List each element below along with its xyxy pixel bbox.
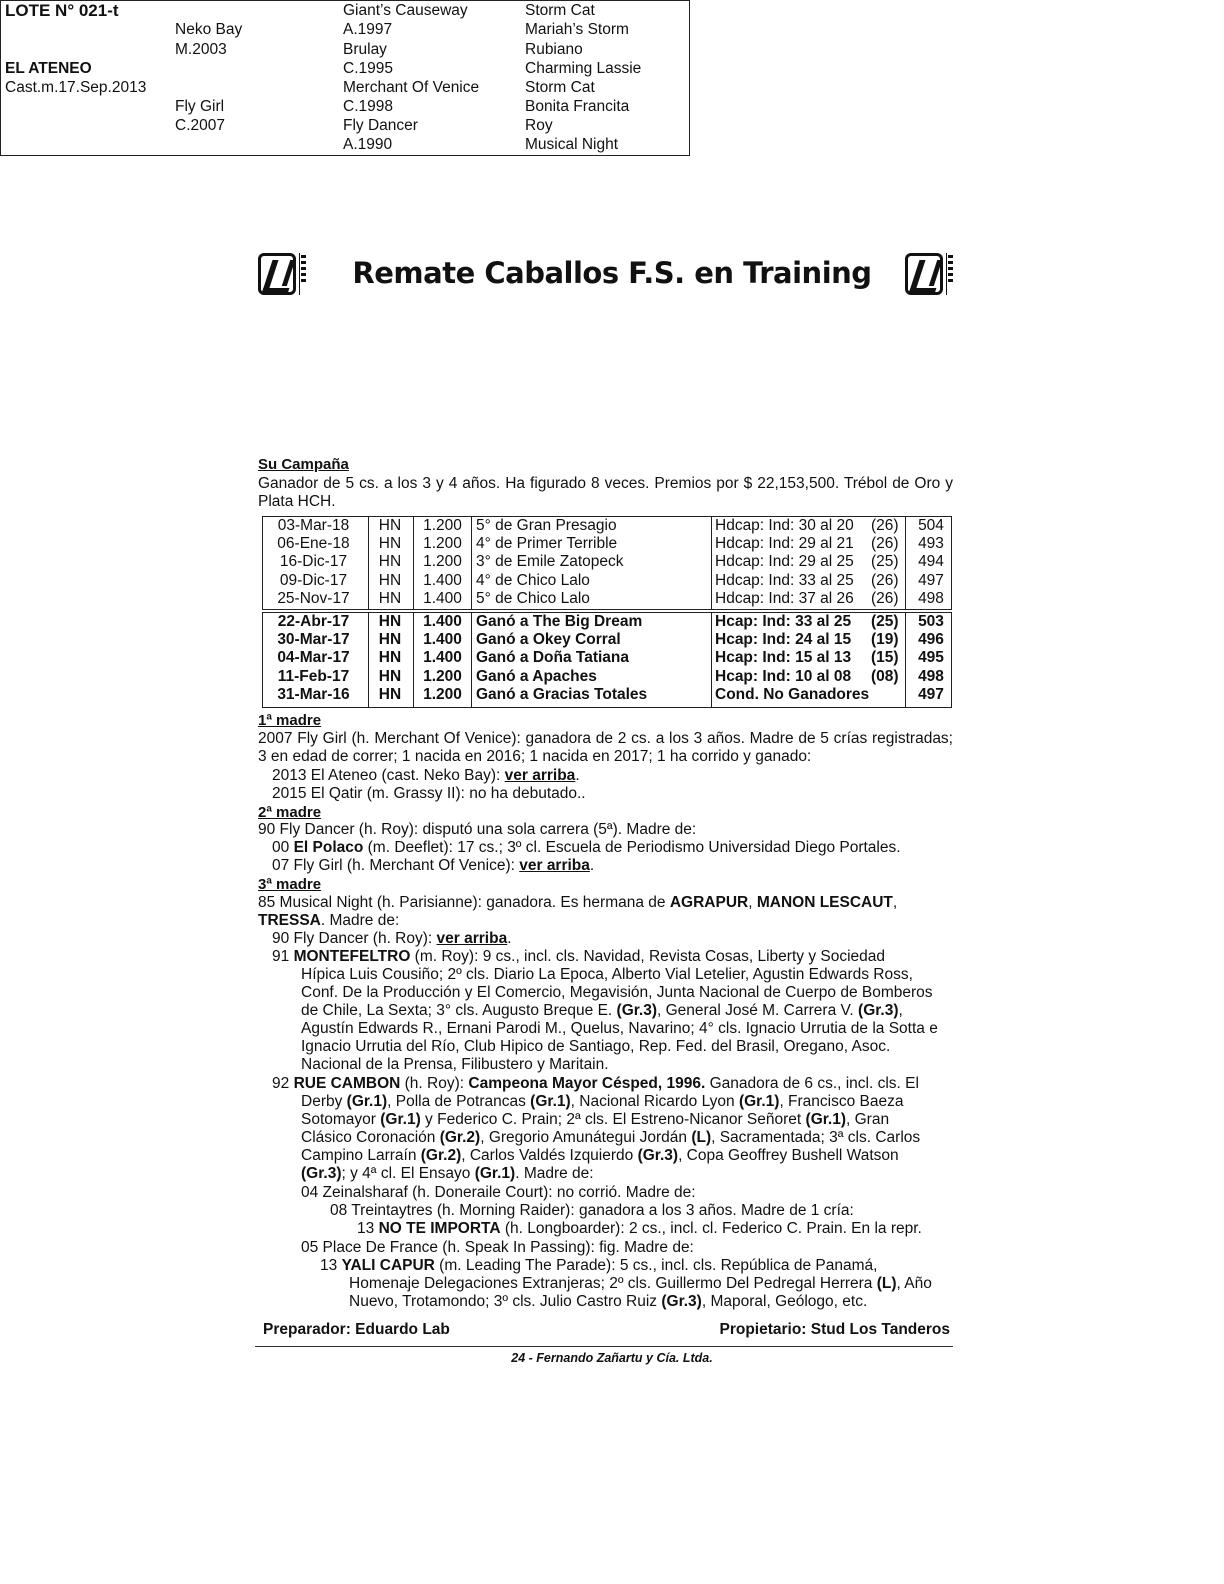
rue-cambon-detail: (Gr.3); y 4ª cl. El Ensayo (Gr.1). Madre de: [301, 1165, 594, 1182]
sire-name: Neko Bay [175, 21, 243, 38]
montefeltro-detail: Agustín Edwards R., Ernani Parodi M., Quelus, Navarino; 4° cls. Ignacio Urrutia de la Sotta e [301, 1020, 938, 1037]
race-condition: Hcap: Ind: 33 al 25 [715, 613, 852, 630]
dam2-heading: 2ª madre [258, 804, 322, 821]
page-footer: 24 - Fernando Zañartu y Cía. Ltda. [511, 1351, 713, 1365]
race-date: 11-Feb-17 [277, 667, 350, 685]
race-row [263, 668, 951, 686]
race-distance: 1.200 [423, 667, 462, 685]
race-track: HN [378, 535, 402, 553]
race-row [263, 553, 951, 571]
gsire-line: A.1997 [343, 21, 393, 38]
horse-name: EL ATENEO [5, 60, 92, 77]
race-result: 4° de Primer Terrible [476, 535, 618, 553]
race-weight: 495 [918, 649, 944, 667]
race-field: (19) [871, 631, 899, 649]
race-distance: 1.400 [423, 589, 462, 607]
race-weight: 497 [918, 571, 944, 589]
race-track: HN [378, 589, 402, 607]
place-de-france-line: 05 Place De France (h. Speak In Passing): fig. Madre de: [301, 1239, 694, 1256]
preparador: Preparador: Eduardo Lab [263, 1321, 450, 1338]
race-condition: Hdcap: Ind: 29 al 21 [715, 535, 854, 553]
rue-cambon-detail: Derby (Gr.1), Polla de Potrancas (Gr.1), Nacional Ricardo Lyon (Gr.1), Francisco Baeza [301, 1093, 904, 1110]
race-field: (26) [871, 571, 899, 589]
montefeltro-line: 91 MONTEFELTRO (m. Roy): 9 cs., incl. cls. Navidad, Revista Cosas, Liberty y Sociedad [272, 948, 886, 965]
race-track: HN [378, 571, 402, 589]
montefeltro-detail: Ignacio Urrutia del Río, Club Hipico de Santiago, Rep. Fed. del Brasil, Oregano, Asoc. [301, 1038, 891, 1055]
race-distance: 1.200 [423, 553, 462, 571]
race-condition: Hdcap: Ind: 33 al 25 [715, 571, 854, 589]
race-distance: 1.200 [423, 535, 462, 553]
gsire-line: Fly Dancer [343, 117, 418, 134]
race-track: HN [378, 649, 402, 667]
race-field: (26) [871, 535, 899, 553]
footer-divider [255, 1346, 953, 1347]
race-track: HN [378, 613, 402, 630]
page-title: Remate Caballos F.S. en Training [352, 256, 872, 290]
race-date: 16-Dic-17 [279, 553, 348, 571]
no-te-importa-line: 13 NO TE IMPORTA (h. Longboarder): 2 cs., incl. cl. Federico C. Prain. En la repr. [357, 1220, 922, 1237]
horse-desc: Cast.m.17.Sep.2013 [5, 79, 147, 96]
race-row [263, 590, 951, 608]
race-date: 25-Nov-17 [277, 589, 350, 607]
yali-capur-line: 13 YALI CAPUR (m. Leading The Parade): 5 cs., incl. cls. República de Panamá, [320, 1257, 878, 1274]
race-row [263, 517, 951, 535]
ggsire-line: Mariah’s Storm [525, 21, 629, 38]
gsire-line: C.1998 [343, 98, 393, 115]
montefeltro-detail: Conf. De la Producción y El Comercio, Megavisión, Junta Nacional de Cuerpo de Bomberos [301, 984, 933, 1001]
race-weight: 498 [918, 589, 944, 607]
race-condition: Hcap: Ind: 10 al 08 [715, 667, 852, 685]
dam3-text-line1: 85 Musical Night (h. Parisianne): ganadora. Es hermana de AGRAPUR, MANON LESCAUT, [258, 894, 898, 911]
races-table-wins [262, 612, 952, 708]
race-result: Ganó a Doña Tatiana [476, 649, 630, 667]
dam-info: C.2007 [175, 117, 225, 134]
dam1-heading: 1ª madre [258, 712, 322, 729]
race-track: HN [378, 517, 402, 534]
race-row [263, 535, 951, 553]
ggsire-line: Storm Cat [525, 79, 595, 96]
dam-name: Fly Girl [175, 98, 225, 115]
dam1-offspring-1: 2013 El Ateneo (cast. Neko Bay): ver arriba. [272, 767, 580, 784]
race-row [263, 686, 951, 704]
race-row [263, 649, 951, 667]
race-distance: 1.400 [423, 649, 462, 667]
race-track: HN [378, 667, 402, 685]
race-distance: 1.400 [423, 613, 462, 630]
treintaytres-line: 08 Treintaytres (h. Morning Raider): ganadora a los 3 años. Madre de 1 cría: [330, 1202, 854, 1219]
race-weight: 498 [918, 667, 944, 685]
race-result: 5° de Chico Lalo [476, 589, 590, 607]
lote-number: LOTE N° 021-t [5, 1, 119, 20]
zeinalsharaf-line: 04 Zeinalsharaf (h. Doneraile Court): no corrió. Madre de: [301, 1184, 696, 1201]
propietario: Propietario: Stud Los Tanderos [719, 1321, 950, 1338]
race-field: (26) [871, 589, 899, 607]
race-condition: Hdcap: Ind: 29 al 25 [715, 553, 854, 571]
race-date: 31-Mar-16 [277, 685, 350, 703]
race-distance: 1.200 [423, 517, 462, 534]
yali-capur-detail: Nuevo, Trotamondo; 3º cls. Julio Castro Ruiz (Gr.3), Maporal, Geólogo, etc. [349, 1293, 868, 1310]
race-row [263, 572, 951, 590]
sire-info: M.2003 [175, 41, 227, 58]
ggsire-line: Bonita Francita [525, 98, 630, 115]
race-condition: Hcap: Ind: 15 al 13 [715, 649, 852, 667]
race-result: Ganó a Gracias Totales [476, 685, 648, 703]
rue-cambon-detail: Sotomayor (Gr.1) y Federico C. Prain; 2ª cls. El Estreno-Nicanor Señoret (Gr.1), Gran [301, 1111, 890, 1128]
ggsire-line: Musical Night [525, 136, 619, 153]
race-result: 5° de Gran Presagio [476, 517, 617, 534]
race-field: (26) [871, 517, 899, 534]
ggsire-line: Charming Lassie [525, 60, 642, 77]
race-distance: 1.200 [423, 685, 462, 703]
race-date: 04-Mar-17 [277, 649, 350, 667]
race-result: Ganó a Apaches [476, 667, 597, 685]
race-condition: Hcap: Ind: 24 al 15 [715, 631, 852, 649]
race-track: HN [378, 631, 402, 649]
race-result: Ganó a The Big Dream [476, 613, 643, 630]
dam2-text: 90 Fly Dancer (h. Roy): disputó una sola carrera (5ª). Madre de: [258, 821, 697, 838]
dam3-text-line2: TRESSA. Madre de: [258, 912, 400, 929]
montefeltro-detail: Nacional de la Prensa, Filibustero y Maritain. [301, 1056, 609, 1073]
race-condition: Hdcap: Ind: 30 al 20 [715, 517, 854, 534]
race-date: 09-Dic-17 [279, 571, 348, 589]
dam1-text: 2007 Fly Girl (h. Merchant Of Venice): ganadora de 2 cs. a los 3 años. Madre de 5 crías registradas; 3 en edad de correr; 1 nacida en 2016; 1 nacida en 2017; 1 ha corrido y ganado: [258, 730, 953, 766]
race-date: 06-Ene-18 [277, 535, 350, 553]
race-weight: 504 [918, 517, 944, 534]
gsire-line: Brulay [343, 41, 387, 58]
ggsire-line: Roy [525, 117, 553, 134]
race-weight: 503 [918, 613, 944, 630]
rue-cambon-line: 92 RUE CAMBON (h. Roy): Campeona Mayor Césped, 1996. Ganadora de 6 cs., incl. cls. El [272, 1075, 919, 1092]
dam2-offspring-1: 00 El Polaco (m. Deeflet): 17 cs.; 3º cl. Escuela de Periodismo Universidad Diego Portales. [272, 839, 901, 856]
campaign-heading: Su Campaña [258, 456, 349, 473]
race-result: 3° de Emile Zatopeck [476, 553, 624, 571]
dam3-heading: 3ª madre [258, 876, 322, 893]
montefeltro-detail: de Chile, La Sexta; 3° cls. Augusto Breque E. (Gr.3), General José M. Carrera V. (Gr.3), [301, 1002, 903, 1019]
race-field: (08) [871, 667, 899, 685]
race-result: Ganó a Okey Corral [476, 631, 621, 649]
race-distance: 1.400 [423, 571, 462, 589]
race-weight: 493 [918, 535, 944, 553]
race-row [263, 631, 951, 649]
races-table-placed [262, 516, 952, 610]
gsire-line: Merchant Of Venice [343, 79, 480, 96]
dam3-offspring-1: 90 Fly Dancer (h. Roy): ver arriba. [272, 930, 512, 947]
dam1-offspring-2: 2015 El Qatir (m. Grassy II): no ha debutado.. [272, 785, 586, 802]
race-weight: 496 [918, 631, 944, 649]
ggsire-line: Storm Cat [525, 2, 595, 19]
gsire-line: Giant’s Causeway [343, 2, 468, 19]
campaign-summary: Ganador de 5 cs. a los 3 y 4 años. Ha figurado 8 veces. Premios por $ 22,153,500. Trébol de Oro y Plata HCH. [258, 475, 953, 511]
gsire-line: C.1995 [343, 60, 393, 77]
race-date: 30-Mar-17 [277, 631, 350, 649]
race-date: 03-Mar-18 [277, 517, 350, 534]
race-condition: Cond. No Ganadores [715, 685, 870, 703]
yali-capur-detail: Homenaje Delegaciones Extranjeras; 2º cls. Guillermo Del Pedregal Herrera (L), Año [349, 1275, 932, 1292]
race-date: 22-Abr-17 [277, 613, 350, 630]
race-distance: 1.400 [423, 631, 462, 649]
gsire-line: A.1990 [343, 136, 393, 153]
race-weight: 497 [918, 685, 944, 703]
race-weight: 494 [918, 553, 944, 571]
race-field: (25) [871, 613, 899, 630]
race-field: (15) [871, 649, 899, 667]
race-track: HN [378, 553, 402, 571]
race-row [263, 613, 951, 631]
montefeltro-detail: Hípica Luis Cousiño; 2º cls. Diario La Epoca, Alberto Vial Letelier, Agustin Edwards Ross, [301, 966, 913, 983]
dam2-offspring-2: 07 Fly Girl (h. Merchant Of Venice): ver arriba. [272, 857, 595, 874]
pedigree-table [0, 0, 690, 156]
race-result: 4° de Chico Lalo [476, 571, 590, 589]
rue-cambon-detail: Clásico Coronación (Gr.2), Gregorio Amunátegui Jordán (L), Sacramentada; 3ª cls. Carlos [301, 1129, 921, 1146]
ggsire-line: Rubiano [525, 41, 583, 58]
rue-cambon-detail: Campino Larraín (Gr.2), Carlos Valdés Izquierdo (Gr.3), Copa Geoffrey Bushell Watson [301, 1147, 899, 1164]
race-field: (25) [871, 553, 899, 571]
race-track: HN [378, 685, 402, 703]
race-condition: Hdcap: Ind: 37 al 26 [715, 589, 854, 607]
